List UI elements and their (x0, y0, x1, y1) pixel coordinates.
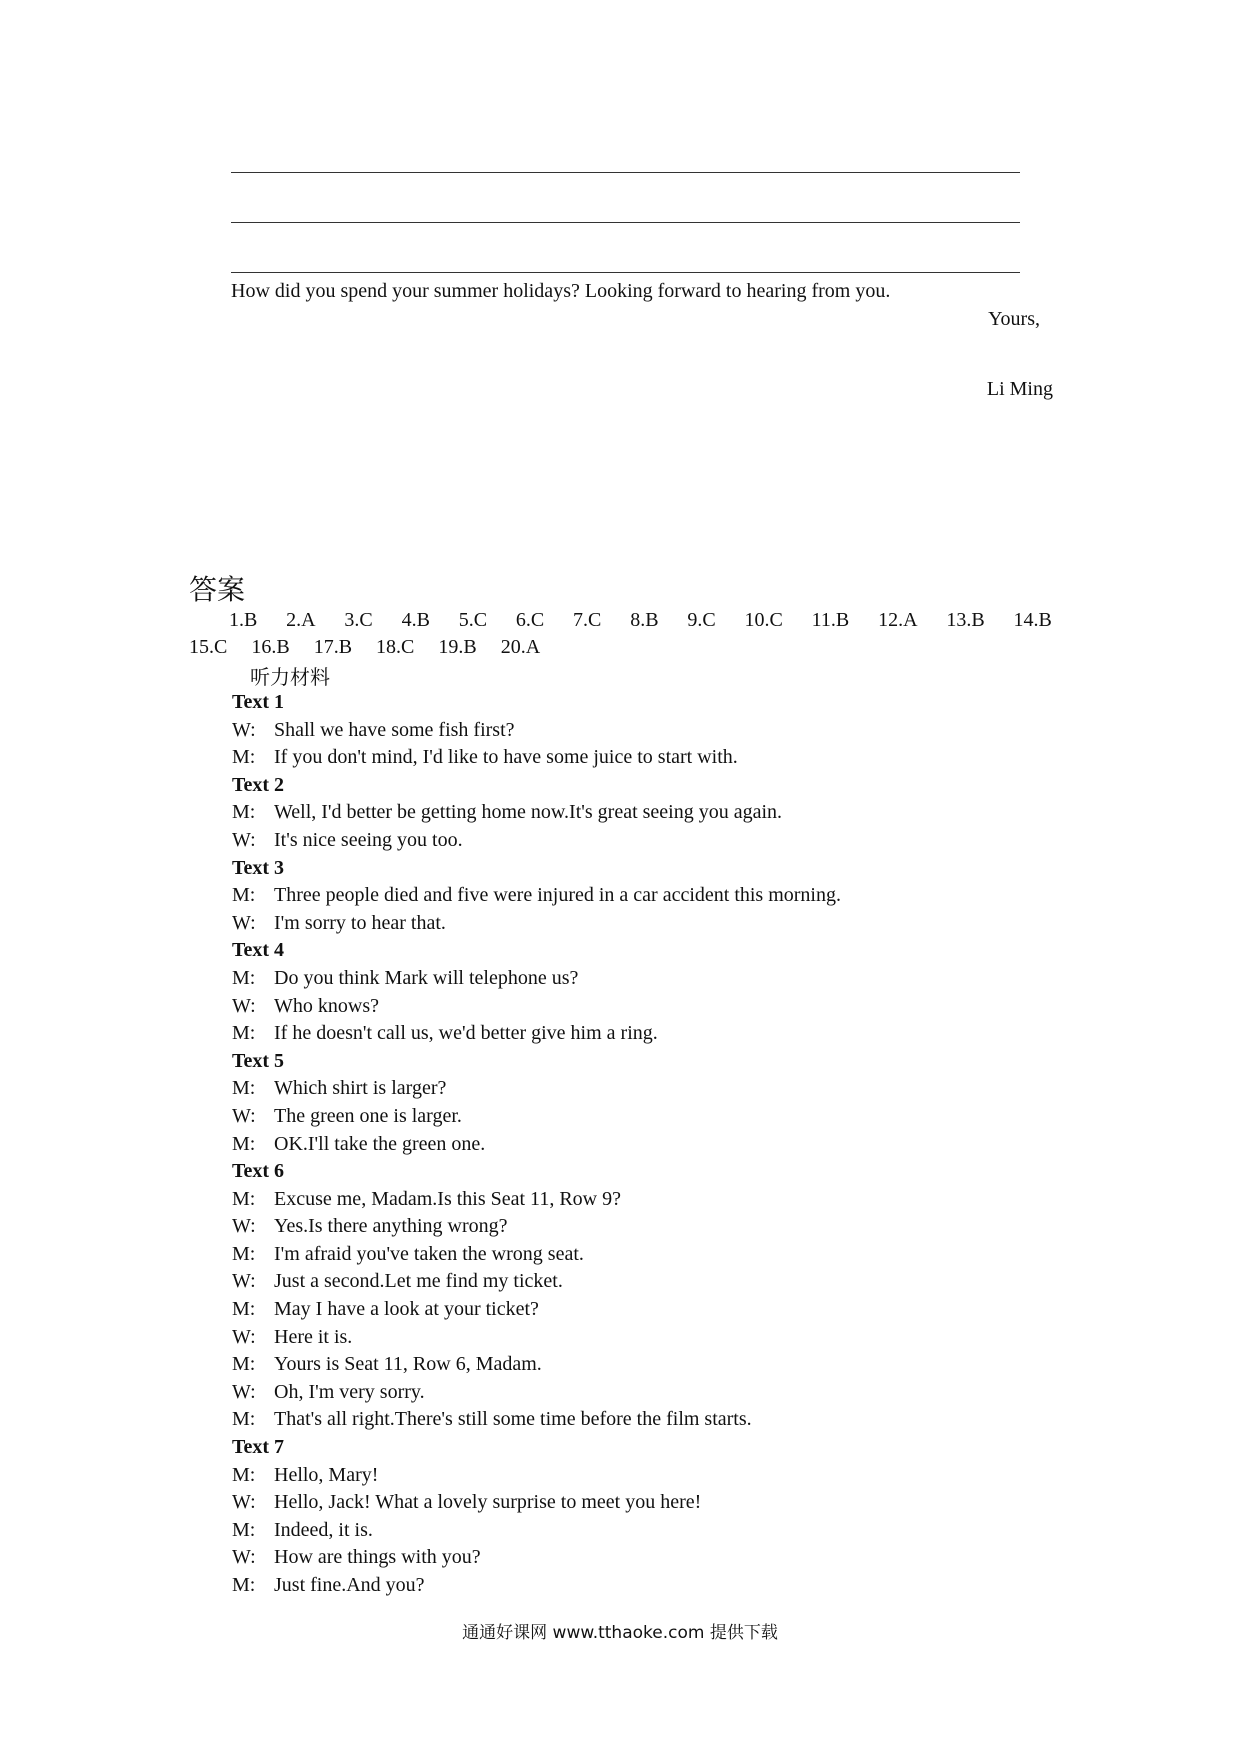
dialogue-text: Well, I'd better be getting home now.It's great seeing you again. (274, 801, 783, 824)
dialogue-text: It's nice seeing you too. (274, 828, 463, 851)
answer-item: 2.A (286, 609, 316, 631)
dialogue-line (232, 1462, 1032, 1490)
answer-item: 6.C (515, 609, 545, 631)
dialogue-text: If you don't mind, I'd like to have some juice to start with. (274, 746, 738, 769)
dialogue-text: OK.I'll take the green one. (274, 1132, 486, 1155)
dialogue-line (232, 1324, 1032, 1352)
answer-item: 4.B (401, 609, 430, 631)
text-heading: Text 5 (232, 1049, 285, 1072)
speaker-label: M: (232, 884, 256, 907)
dialogue-text: Three people died and five were injured in a car accident this morning. (274, 884, 841, 907)
dialogue-text: If he doesn't call us, we'd better give him a ring. (274, 1022, 658, 1045)
text-heading: Text 2 (232, 773, 285, 796)
dialogue-text: Excuse me, Madam.Is this Seat 11, Row 9? (274, 1187, 621, 1210)
text-heading: Text 6 (232, 1160, 285, 1183)
answer-item: 9.C (687, 609, 716, 631)
speaker-label: M: (232, 801, 256, 824)
speaker-label: W: (232, 1325, 256, 1348)
dialogue-line (232, 910, 1032, 938)
dialogue-text: Oh, I'm very sorry. (274, 1380, 425, 1403)
dialogue-line (232, 1268, 1032, 1296)
listening-transcript (232, 689, 1032, 1600)
speaker-label: M: (232, 1353, 256, 1376)
listening-material-title: 听力材料 (250, 665, 330, 689)
answer-item: 14.B (1013, 609, 1052, 631)
speaker-label: W: (232, 994, 256, 1017)
dialogue-line (232, 1544, 1032, 1572)
speaker-label: W: (232, 828, 256, 851)
speaker-label: W: (232, 1546, 256, 1569)
letter-sign-off: Yours, (988, 308, 1040, 330)
dialogue-line (232, 1020, 1032, 1048)
dialogue-line (232, 882, 1032, 910)
dialogue-line (232, 1103, 1032, 1131)
speaker-label: M: (232, 1463, 256, 1486)
writing-line-3 (231, 272, 1020, 273)
dialogue-line (232, 1351, 1032, 1379)
answer-row-2 (189, 634, 1052, 661)
dialogue-text: Hello, Jack! What a lovely surprise to meet you here! (274, 1491, 702, 1514)
dialogue-line (232, 1075, 1032, 1103)
speaker-label: W: (232, 718, 256, 741)
dialogue-line (232, 1241, 1032, 1269)
speaker-label: M: (232, 746, 256, 769)
text-heading: Text 3 (232, 856, 285, 879)
dialogue-text: Do you think Mark will telephone us? (274, 966, 579, 989)
speaker-label: M: (232, 1022, 256, 1045)
dialogue-text: The green one is larger. (274, 1104, 462, 1127)
letter-closing-sentence: How did you spend your summer holidays? Looking forward to hearing from you. (231, 280, 891, 302)
dialogue-line (232, 1296, 1032, 1324)
speaker-label: M: (232, 1132, 256, 1155)
speaker-label: M: (232, 1298, 256, 1321)
dialogue-line (232, 1572, 1032, 1600)
dialogue-text: May I have a look at your ticket? (274, 1298, 539, 1321)
dialogue-text: Here it is. (274, 1325, 353, 1348)
dialogue-line (232, 744, 1032, 772)
dialogue-line (232, 1213, 1032, 1241)
dialogue-text: Yours is Seat 11, Row 6, Madam. (274, 1353, 542, 1376)
dialogue-line (232, 1186, 1032, 1214)
answer-item: 20.A (500, 636, 541, 658)
answer-item: 8.B (630, 609, 659, 631)
dialogue-text: I'm sorry to hear that. (274, 911, 446, 934)
dialogue-line (232, 1489, 1032, 1517)
dialogue-line (232, 1379, 1032, 1407)
dialogue-text: Hello, Mary! (274, 1463, 379, 1486)
dialogue-text: Just fine.And you? (274, 1574, 425, 1596)
speaker-label: W: (232, 1104, 256, 1127)
text-heading: Text 1 (232, 691, 285, 713)
speaker-label: M: (232, 1574, 256, 1596)
answer-item: 7.C (573, 609, 602, 631)
dialogue-text: Yes.Is there anything wrong? (274, 1215, 508, 1238)
dialogue-text: Shall we have some fish first? (274, 718, 515, 741)
speaker-label: W: (232, 911, 256, 934)
dialogue-text: That's all right.There's still some time before the film starts. (274, 1408, 752, 1431)
speaker-label: M: (232, 1077, 256, 1100)
writing-line-1 (231, 172, 1020, 173)
dialogue-line (232, 827, 1032, 855)
dialogue-line (232, 993, 1032, 1021)
answer-item: 13.B (946, 609, 985, 631)
dialogue-text: I'm afraid you've taken the wrong seat. (274, 1242, 584, 1265)
answer-item: 12.A (878, 609, 918, 631)
speaker-label: M: (232, 1518, 256, 1541)
answer-item: 18.C (376, 636, 415, 658)
answer-item: 1.B (229, 609, 258, 631)
dialogue-line (232, 799, 1032, 827)
answer-row-1 (189, 607, 1052, 634)
letter-signature: Li Ming (986, 378, 1053, 400)
answer-item: 17.B (313, 636, 353, 658)
answers-heading: 答案 (189, 573, 246, 606)
speaker-label: W: (232, 1270, 256, 1293)
answer-item: 10.C (744, 609, 783, 631)
speaker-label: M: (232, 1408, 256, 1431)
answer-key (189, 607, 1052, 661)
answer-item: 11.B (811, 609, 850, 631)
text-heading: Text 4 (232, 939, 285, 962)
speaker-label: M: (232, 1187, 256, 1210)
dialogue-line (232, 1131, 1032, 1159)
dialogue-text: Who knows? (274, 994, 379, 1017)
speaker-label: W: (232, 1215, 256, 1238)
dialogue-line (232, 1517, 1032, 1545)
answer-item: 19.B (438, 636, 477, 658)
writing-line-2 (231, 222, 1020, 223)
speaker-label: M: (232, 966, 256, 989)
dialogue-line (232, 965, 1032, 993)
answer-item: 16.B (251, 636, 290, 658)
dialogue-line (232, 717, 1032, 745)
dialogue-text: How are things with you? (274, 1546, 481, 1569)
speaker-label: W: (232, 1491, 256, 1514)
text-heading: Text 7 (232, 1436, 285, 1459)
dialogue-text: Just a second.Let me find my ticket. (274, 1270, 563, 1293)
dialogue-text: Which shirt is larger? (274, 1077, 447, 1100)
speaker-label: M: (232, 1242, 256, 1265)
answer-item: 15.C (189, 636, 228, 658)
answer-item: 5.C (458, 609, 488, 631)
answer-item: 3.C (344, 609, 373, 631)
dialogue-text: Indeed, it is. (274, 1518, 373, 1541)
dialogue-line (232, 1406, 1032, 1434)
speaker-label: W: (232, 1380, 256, 1403)
footer-source: 通通好课网 www.tthaoke.com 提供下载 (462, 1623, 778, 1643)
